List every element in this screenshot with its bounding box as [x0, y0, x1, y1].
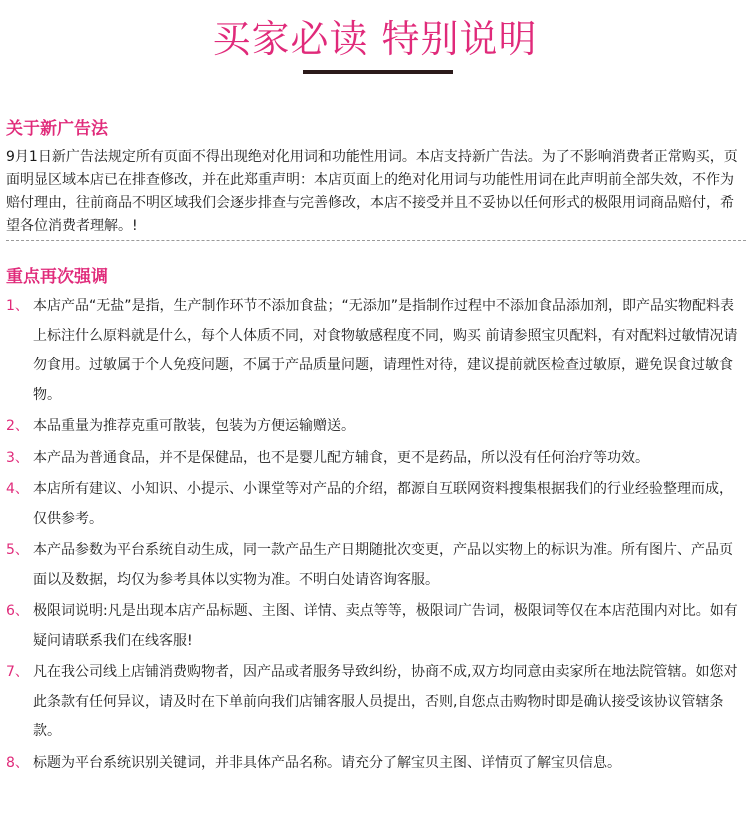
list-item-number: 8、: [6, 754, 29, 771]
list-item-text: 本店产品“无盐”是指，生产制作环节不添加食盐；“无添加”是指制作过程中不添加食品添加剂，即产品实物配料表上标注什么原料就是什么，每个人体质不同，对食物敏感程度不同，购买 前请参照宝贝配料，有对配料过敏情况请勿食用。过敏属于个人免疫问题，不属于产品质量问题，请理性对待，建议提前就医检查过敏原，避免误食过敏食物。: [33, 298, 738, 403]
list-item-text: 本店所有建议、小知识、小提示、小课堂等对产品的介绍，都源自互联网资料搜集根据我们的行业经验整理而成，仅供参考。: [33, 481, 733, 527]
ad-law-paragraph: 9月1日新广告法规定所有页面不得出现绝对化用词和功能性用词。本店支持新广告法。为了不影响消费者正常购买，页面明显区域本店已在排查修改，并在此郑重声明：本店页面上的绝对化用词与功能性用词在此声明前全部失效，不作为赔付理由，往前商品不明区域我们会逐步排查与完善修改，本店不接受并且不妥协以任何形式的极限用词商品赔付，希望各位消费者理解。!: [6, 149, 738, 234]
list-item-text: 本产品为普通食品，并不是保健品，也不是婴儿配方辅食，更不是药品，所以没有任何治疗等功效。: [33, 449, 649, 466]
section-divider: [6, 240, 746, 241]
list-item-text: 本品重量为推荐克重可散装，包装为方便运输赠送。: [33, 418, 355, 434]
list-item-number: 6、: [6, 603, 29, 619]
emphasis-list: [0, 292, 750, 780]
list-item-number: 3、: [6, 449, 29, 466]
page-title: 买家必读 特别说明: [212, 17, 538, 61]
list-item: [0, 412, 750, 442]
list-item-text: 极限词说明:凡是出现本店产品标题、主图、详情、卖点等等，极限词广告词，极限词等仅在本店范围内对比。如有疑问请联系我们在线客服!: [33, 603, 738, 649]
list-item-number: 4、: [6, 481, 29, 497]
list-item-number: 5、: [6, 542, 29, 558]
list-item-number: 7、: [6, 664, 29, 680]
list-item: [0, 597, 750, 656]
list-item: [0, 536, 750, 595]
list-item: [0, 475, 750, 534]
list-item: [0, 292, 750, 410]
list-item-text: 本产品参数为平台系统自动生成，同一款产品生产日期随批次变更，产品以实物上的标识为准。所有图片、产品页面以及数据，均仅为参考具体以实物为准。不明白处请咨询客服。: [33, 542, 733, 588]
list-item-text: 标题为平台系统识别关键词，并非具体产品名称。请充分了解宝贝主图、详情页了解宝贝信息。: [33, 754, 621, 771]
list-item-number: 1、: [6, 298, 29, 314]
list-item: [0, 749, 750, 779]
section-heading-ad-law: 关于新广告法: [6, 119, 108, 139]
section-heading-emphasis: 重点再次强调: [6, 267, 108, 287]
list-item-text: 凡在我公司线上店铺消费购物者，因产品或者服务导致纠纷，协商不成,双方均同意由卖家所在地法院管辖。如您对此条款有任何异议，请及时在下单前向我们店铺客服人员提出，否则,自您点击购物时即是确认接受该协议管辖条款。: [33, 664, 738, 739]
title-underline: [303, 70, 453, 74]
list-item-number: 2、: [6, 418, 29, 434]
list-item: [0, 444, 750, 474]
list-item: [0, 658, 750, 747]
